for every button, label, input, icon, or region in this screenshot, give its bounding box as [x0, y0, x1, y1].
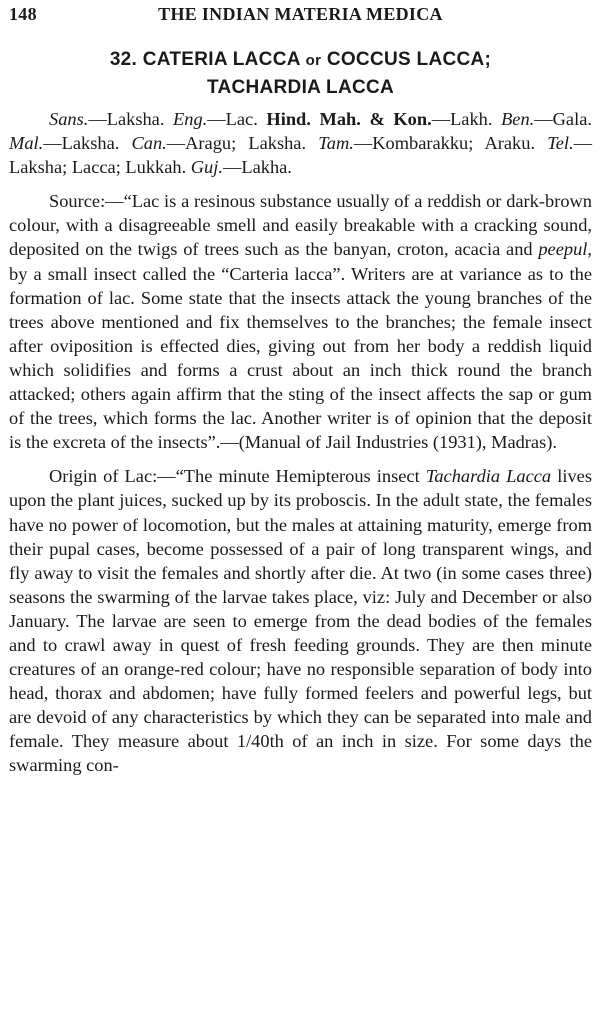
- english-name: —Lac.: [207, 109, 267, 129]
- hindi-marathi-konkani-name: —Lakh.: [431, 109, 502, 129]
- canarese-label: Can.: [131, 133, 167, 154]
- species-name: Tachardia Lacca: [425, 466, 552, 487]
- section-title-part-2: COCCUS LACCA;: [326, 49, 492, 70]
- section-heading: [9, 46, 592, 101]
- origin-text-b: lives upon the plant juices, sucked up by its proboscis. In the adult state, the females have no power of locomotion, but the males at attaining maturity, emerge from their pupal cases, become possessed of a pair of long transparent wings, and fly away to visit the females and shortly after die. At two (in some cases three) seasons the swarming of the larvae takes place, viz: July and December or also January. The larvae are seen to emerge from the dead bodies of the females and to crawl away in quest of fresh feeding grounds. They are then minute creatures of an orange-red colour; have no responsible separation of body into head, thorax and abdomen; have fully formed feelers and powerful legs, but are devoid of any characteristics by which they can be separated into male and female. They measure about 1/40th of an inch in size. For some days the swarming con-: [9, 466, 592, 776]
- section-number: 32.: [109, 49, 138, 70]
- gujarati-label: Guj.: [190, 157, 223, 178]
- bengali-name: —Gala.: [534, 109, 592, 129]
- malayalam-name: —Laksha.: [43, 133, 132, 154]
- malayalam-label: Mal.: [9, 133, 44, 154]
- english-label: Eng.: [173, 109, 208, 129]
- running-title: THE INDIAN MATERIA MEDICA: [158, 4, 443, 24]
- hindi-marathi-konkani-label: Hind. Mah. & Kon.: [266, 109, 432, 129]
- telugu-name: —Laksha; Lacca; Lukkah.: [9, 133, 593, 178]
- section-heading-line-1: [9, 46, 592, 74]
- page-body: [9, 107, 592, 788]
- origin-text-a: Origin of Lac:—“The minute Hemipterous insect: [49, 466, 426, 487]
- canarese-name: —Aragu; Laksha.: [166, 133, 319, 154]
- telugu-label: Tel.: [547, 133, 574, 154]
- tamil-name: —Kombarakku; Araku.: [353, 133, 548, 154]
- tamil-label: Tam.: [318, 133, 354, 154]
- section-heading-line-2: TACHARDIA LACCA: [206, 77, 395, 98]
- bengali-label: Ben.: [501, 109, 535, 129]
- origin-paragraph: [9, 464, 592, 777]
- vernacular-names-paragraph: [9, 107, 592, 179]
- source-text-a: Source:—“Lac is a resinous substance usually of a reddish or dark-brown colour, with a disagreeable smell and easily breakable with a cracking sound, deposited on the twigs of trees such as the banyan, croton, acacia and: [9, 191, 592, 260]
- running-header: [9, 4, 592, 30]
- peepul-term: peepul: [538, 239, 588, 260]
- section-title-connector: or: [305, 52, 322, 69]
- page-number: 148: [9, 4, 37, 24]
- source-text-b: , by a small insect called the “Carteria lacca”. Writers are at variance as to the formation of lac. Some state that the insects attack the young branches of the trees above mentioned and fix themselves to the branches; the female insect after oviposition is effected dies, giving out from her body a reddish liquid which solidifies and forms a crust about an inch thick round the branch attacked; others again affirm that the sting of the insect affects the sap or gum of the trees, which forms the lac. Another writer is of opinion that the deposit is the excreta of the insects”.—(Manual of Jail Industries (1931), Madras).: [9, 239, 592, 453]
- source-paragraph: [9, 189, 592, 454]
- gujarati-name: —Lakha.: [222, 157, 292, 178]
- sanskrit-name: —Laksha.: [88, 109, 174, 129]
- sanskrit-label: Sans.: [49, 109, 89, 129]
- section-title-part-1: CATERIA LACCA: [142, 49, 301, 70]
